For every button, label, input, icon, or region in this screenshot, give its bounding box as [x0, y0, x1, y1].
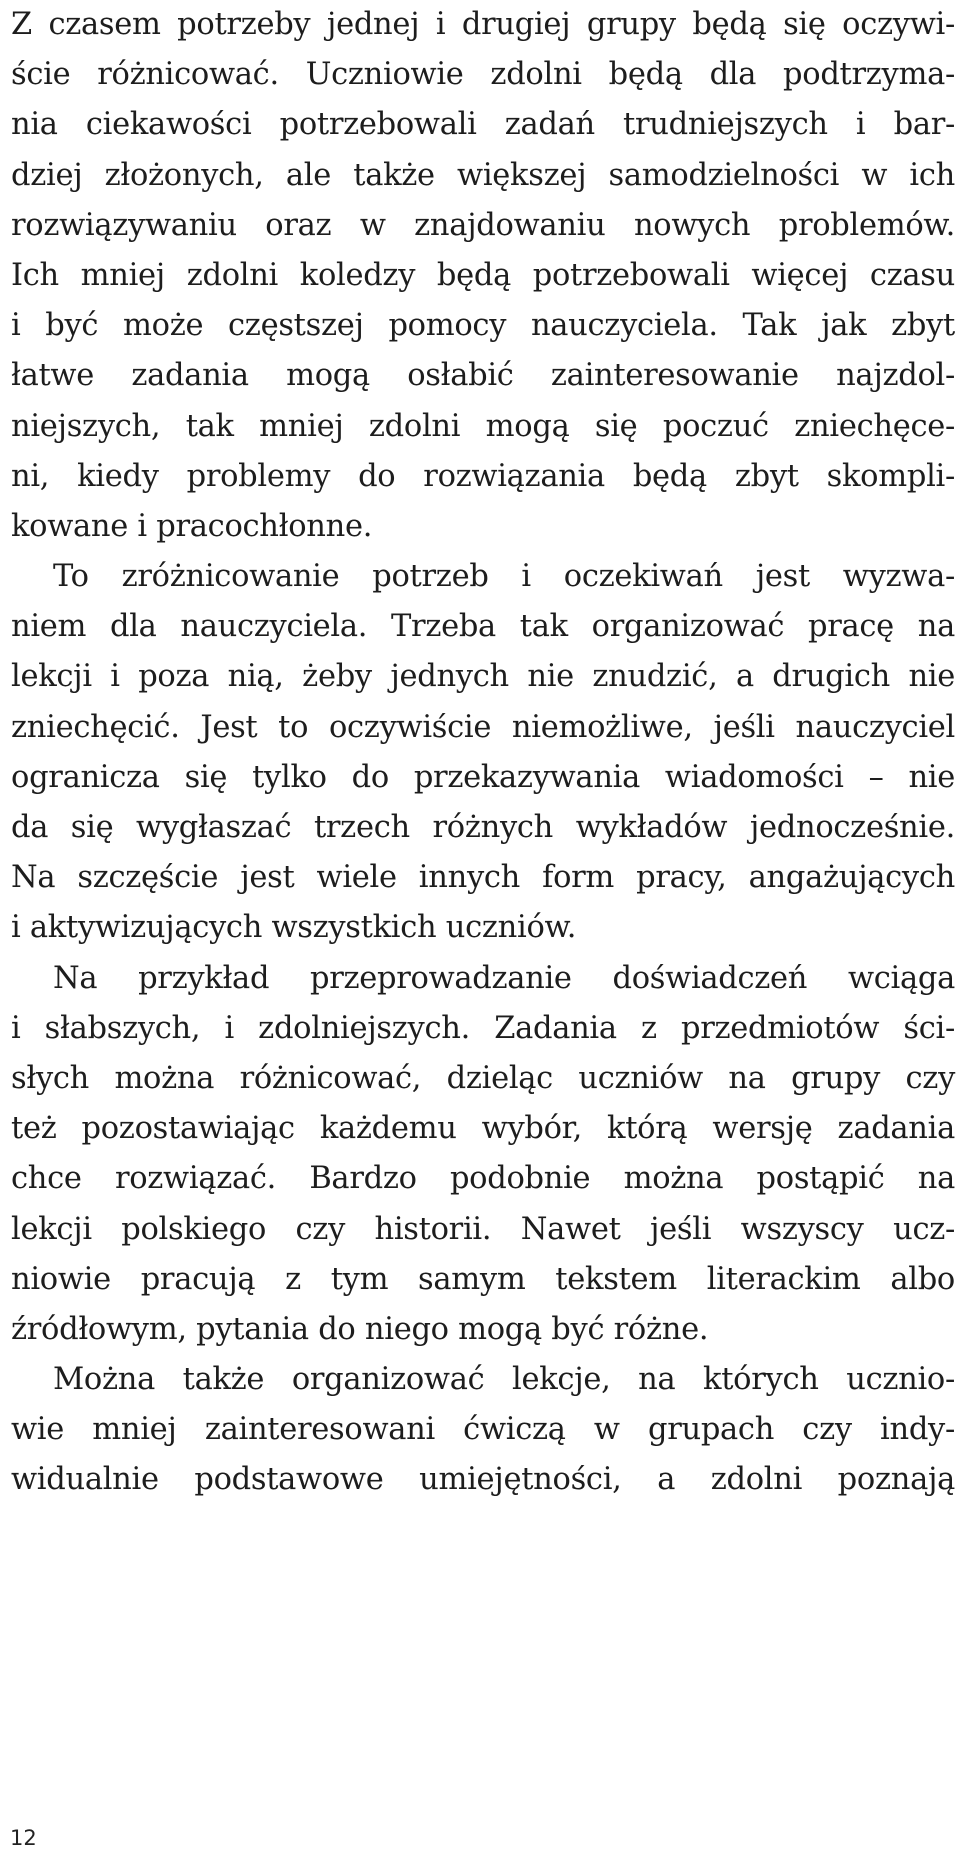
- text-line: chce rozwiązać. Bardzo podobnie można postąpić na: [11, 1161, 955, 1197]
- text-line: Na przykład przeprowadzanie doświadczeń wciąga: [53, 960, 955, 996]
- text-line: rozwiązywaniu oraz w znajdowaniu nowych problemów.: [11, 207, 955, 243]
- text-line: dziej złożonych, ale także większej samodzielności w ich: [11, 157, 955, 193]
- text-line: kowane i pracochłonne.: [11, 508, 373, 544]
- page-number: 12: [10, 1826, 37, 1850]
- body-text: [11, 0, 955, 1506]
- text-line: niowie pracują z tym samym tekstem literackim albo: [11, 1261, 955, 1297]
- text-line: też pozostawiając każdemu wybór, którą wersję zadania: [11, 1111, 955, 1147]
- text-line: ogranicza się tylko do przekazywania wiadomości – nie: [11, 759, 955, 795]
- text-line: źródłowym, pytania do niego mogą być różne.: [11, 1311, 709, 1347]
- text-line: Z czasem potrzeby jednej i drugiej grupy będą się oczywi-: [11, 7, 955, 42]
- text-line: lekcji i poza nią, żeby jednych nie znudzić, a drugich nie: [11, 659, 955, 695]
- text-line: i słabszych, i zdolniejszych. Zadania z przedmiotów ści-: [11, 1010, 955, 1046]
- text-line: ni, kiedy problemy do rozwiązania będą zbyt skompli-: [11, 458, 955, 494]
- text-line: nia ciekawości potrzebowali zadań trudniejszych i bar-: [11, 107, 955, 143]
- text-line: da się wygłaszać trzech różnych wykładów jednocześnie.: [11, 810, 955, 845]
- text-line: Można także organizować lekcje, na których ucznio-: [53, 1362, 955, 1398]
- text-line: i być może częstszej pomocy nauczyciela. Tak jak zbyt: [11, 308, 955, 344]
- text-line: słych można różnicować, dzieląc uczniów na grupy czy: [11, 1060, 955, 1096]
- text-line: łatwe zadania mogą osłabić zainteresowanie najzdol-: [11, 358, 955, 394]
- text-line: widualnie podstawowe umiejętności, a zdolni poznają: [11, 1462, 955, 1498]
- text-line: zniechęcić. Jest to oczywiście niemożliwe, jeśli nauczyciel: [11, 709, 955, 745]
- text-line: To zróżnicowanie potrzeb i oczekiwań jest wyzwa-: [53, 559, 955, 595]
- text-line: Ich mniej zdolni koledzy będą potrzebowali więcej czasu: [11, 257, 955, 293]
- text-line: i aktywizujących wszystkich uczniów.: [11, 910, 577, 946]
- text-line: niem dla nauczyciela. Trzeba tak organizować pracę na: [11, 609, 955, 645]
- text-line: Na szczęście jest wiele innych form pracy, angażujących: [11, 860, 955, 896]
- text-line: lekcji polskiego czy historii. Nawet jeśli wszyscy ucz-: [11, 1211, 955, 1247]
- text-line: wie mniej zainteresowani ćwiczą w grupach czy indy-: [11, 1412, 955, 1448]
- text-line: ście różnicować. Uczniowie zdolni będą dla podtrzyma-: [11, 57, 955, 93]
- text-line: niejszych, tak mniej zdolni mogą się poczuć zniechęce-: [11, 408, 955, 444]
